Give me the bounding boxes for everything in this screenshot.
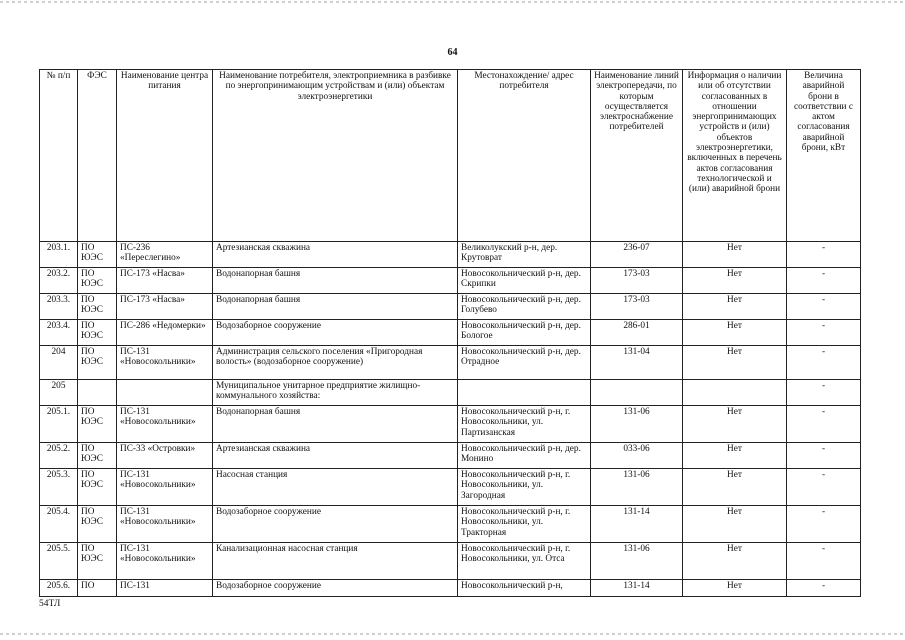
scan-artifact-bottom xyxy=(0,633,905,635)
cell-bron: - xyxy=(787,506,861,543)
cell-consumer: Водонапорная башня xyxy=(213,406,458,443)
cell-location: Новосокольнический р-н, дер. Скрипки xyxy=(458,268,591,294)
cell-consumer: Артезианская скважина xyxy=(213,242,458,268)
header-bron: Величина аварийной брони в соответствии с актом согласования аварийной брони, кВт xyxy=(787,70,861,242)
cell-line: 131-14 xyxy=(591,506,683,543)
cell-center xyxy=(117,380,213,406)
cell-fes: ПО ЮЭС xyxy=(78,443,117,469)
table-row xyxy=(40,346,861,380)
cell-consumer: Водонапорная башня xyxy=(213,294,458,320)
cell-location: Новосокольнический р-н, г. Новосокольники, ул. Загородная xyxy=(458,469,591,506)
cell-line: 173-03 xyxy=(591,294,683,320)
cell-bron: - xyxy=(787,580,861,597)
cell-fes: ПО ЮЭС xyxy=(78,469,117,506)
cell-bron: - xyxy=(787,320,861,346)
cell-location: Новосокольнический р-н, дер. Отрадное xyxy=(458,346,591,380)
cell-consumer: Насосная станция xyxy=(213,469,458,506)
cell-line: 131-06 xyxy=(591,406,683,443)
cell-center: ПС-173 «Насва» xyxy=(117,294,213,320)
cell-consumer: Водозаборное сооружение xyxy=(213,320,458,346)
cell-center: ПС-236 «Переслегино» xyxy=(117,242,213,268)
cell-center: ПС-33 «Островки» xyxy=(117,443,213,469)
cell-num: 205.1. xyxy=(40,406,78,443)
cell-consumer: Водозаборное сооружение xyxy=(213,506,458,543)
scan-artifact-top xyxy=(0,1,905,3)
cell-center: ПС-131 «Новосокольники» xyxy=(117,543,213,580)
cell-line: 173-03 xyxy=(591,268,683,294)
cell-info: Нет xyxy=(683,580,787,597)
cell-line: 131-04 xyxy=(591,346,683,380)
cell-info: Нет xyxy=(683,543,787,580)
cell-line: 131-06 xyxy=(591,543,683,580)
cell-bron: - xyxy=(787,346,861,380)
cell-center: ПС-131 «Новосокольники» xyxy=(117,506,213,543)
cell-info: Нет xyxy=(683,506,787,543)
cell-location: Великолукский р-н, дер. Крутоврат xyxy=(458,242,591,268)
cell-location xyxy=(458,380,591,406)
header-consumer: Наименование потребителя, электроприемника в разбивке по энергопринимающим устройствам и (или) объектам электроэнергетики xyxy=(213,70,458,242)
cell-num: 205.4. xyxy=(40,506,78,543)
cell-location: Новосокольнический р-н, xyxy=(458,580,591,597)
cell-location: Новосокольнический р-н, дер. Бологое xyxy=(458,320,591,346)
cell-bron: - xyxy=(787,469,861,506)
cell-fes xyxy=(78,380,117,406)
table-row xyxy=(40,506,861,543)
header-num: № п/п xyxy=(40,70,78,242)
cell-fes: ПО ЮЭС xyxy=(78,506,117,543)
cell-bron: - xyxy=(787,380,861,406)
table-row xyxy=(40,580,861,597)
cell-line: 131-14 xyxy=(591,580,683,597)
cell-info: Нет xyxy=(683,242,787,268)
header-line: Наименование линий электропередачи, по которым осуществляется электроснабжение потребителей xyxy=(591,70,683,242)
cell-line: 286-01 xyxy=(591,320,683,346)
cell-consumer: Артезианская скважина xyxy=(213,443,458,469)
cell-num: 205.5. xyxy=(40,543,78,580)
cell-center: ПС-131 xyxy=(117,580,213,597)
cell-line: 131-06 xyxy=(591,469,683,506)
cell-center: ПС-131 «Новосокольники» xyxy=(117,346,213,380)
cell-info: Нет xyxy=(683,268,787,294)
cell-location: Новосокольнический р-н, г. Новосокольники, ул. Партизанская xyxy=(458,406,591,443)
cell-location: Новосокольнический р-н, г. Новосокольники, ул. Отса xyxy=(458,543,591,580)
cell-num: 203.2. xyxy=(40,268,78,294)
cell-fes: ПО ЮЭС xyxy=(78,242,117,268)
cell-consumer: Водонапорная башня xyxy=(213,268,458,294)
cell-center: ПС-286 «Недомерки» xyxy=(117,320,213,346)
header-location: Местонахождение/ адрес потребителя xyxy=(458,70,591,242)
cell-location: Новосокольнический р-н, дер. Голубево xyxy=(458,294,591,320)
cell-info: Нет xyxy=(683,346,787,380)
cell-num: 205 xyxy=(40,380,78,406)
cell-consumer: Муниципальное унитарное предприятие жилищно-коммунального хозяйства: xyxy=(213,380,458,406)
table-row xyxy=(40,380,861,406)
table-row xyxy=(40,406,861,443)
cell-bron: - xyxy=(787,294,861,320)
footer-code: 54ТЛ xyxy=(39,599,61,609)
table-row xyxy=(40,268,861,294)
table-row xyxy=(40,469,861,506)
cell-bron: - xyxy=(787,543,861,580)
cell-num: 203.1. xyxy=(40,242,78,268)
cell-center: ПС-131 «Новосокольники» xyxy=(117,406,213,443)
table-row xyxy=(40,543,861,580)
table-row xyxy=(40,242,861,268)
table-row xyxy=(40,294,861,320)
cell-fes: ПО xyxy=(78,580,117,597)
header-fes: ФЭС xyxy=(78,70,117,242)
cell-info: Нет xyxy=(683,294,787,320)
cell-num: 203.3. xyxy=(40,294,78,320)
cell-fes: ПО ЮЭС xyxy=(78,294,117,320)
cell-fes: ПО ЮЭС xyxy=(78,406,117,443)
cell-consumer: Администрация сельского поселения «Пригородная волость» (водозаборное сооружение) xyxy=(213,346,458,380)
cell-consumer: Канализационная насосная станция xyxy=(213,543,458,580)
cell-bron: - xyxy=(787,406,861,443)
header-row xyxy=(40,70,861,242)
cell-fes: ПО ЮЭС xyxy=(78,320,117,346)
table-row xyxy=(40,443,861,469)
cell-location: Новосокольнический р-н, дер. Монино xyxy=(458,443,591,469)
cell-center: ПС-131 «Новосокольники» xyxy=(117,469,213,506)
cell-fes: ПО ЮЭС xyxy=(78,346,117,380)
cell-info: Нет xyxy=(683,320,787,346)
cell-fes: ПО ЮЭС xyxy=(78,543,117,580)
cell-consumer: Водозаборное сооружение xyxy=(213,580,458,597)
cell-line xyxy=(591,380,683,406)
cell-info: Нет xyxy=(683,443,787,469)
cell-bron: - xyxy=(787,443,861,469)
header-center: Наименование центра питания xyxy=(117,70,213,242)
cell-line: 236-07 xyxy=(591,242,683,268)
cell-center: ПС-173 «Насва» xyxy=(117,268,213,294)
header-info: Информация о наличии или об отсутствии согласованных в отношении энергопринимающих устройств и (или) объектов электроэнергетики, включенных в перечень актов согласования технологической и (или) аварийной брони xyxy=(683,70,787,242)
cell-info xyxy=(683,380,787,406)
cell-location: Новосокольнический р-н, г. Новосокольники, ул. Тракторная xyxy=(458,506,591,543)
cell-num: 205.6. xyxy=(40,580,78,597)
page-number: 64 xyxy=(447,47,458,58)
cell-info: Нет xyxy=(683,469,787,506)
table-row xyxy=(40,320,861,346)
cell-bron: - xyxy=(787,242,861,268)
cell-fes: ПО ЮЭС xyxy=(78,268,117,294)
cell-num: 205.3. xyxy=(40,469,78,506)
cell-bron: - xyxy=(787,268,861,294)
cell-num: 205.2. xyxy=(40,443,78,469)
cell-info: Нет xyxy=(683,406,787,443)
cell-line: 033-06 xyxy=(591,443,683,469)
data-table xyxy=(39,69,861,597)
cell-num: 203.4. xyxy=(40,320,78,346)
cell-num: 204 xyxy=(40,346,78,380)
